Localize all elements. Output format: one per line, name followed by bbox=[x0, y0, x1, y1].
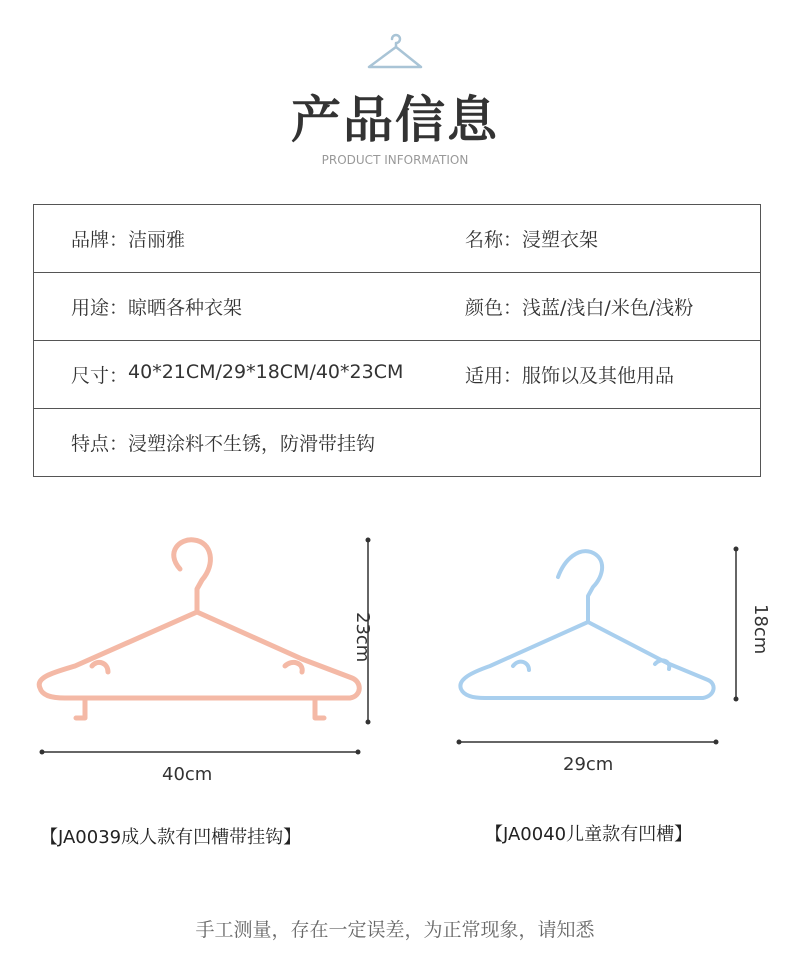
child-height-label: 18cm bbox=[750, 604, 771, 655]
page-title: 产品信息 bbox=[291, 91, 499, 149]
color-value: 浅蓝/浅白/米色/浅粉 bbox=[522, 297, 694, 319]
brand-value: 洁丽雅 bbox=[128, 229, 186, 251]
page-subtitle: PRODUCT INFORMATION bbox=[321, 153, 469, 167]
product-info-table bbox=[33, 204, 761, 477]
name-label: 名称： bbox=[465, 229, 523, 251]
name-value: 浸塑衣架 bbox=[522, 229, 599, 251]
adult-caption: 【JA0039成人款有凹槽带挂钩】 bbox=[40, 827, 302, 848]
feature-label: 特点： bbox=[71, 433, 129, 455]
size-label: 尺寸： bbox=[71, 365, 129, 387]
table-row bbox=[33, 273, 761, 341]
size-value: 40*21CM/29*18CM/40*23CM bbox=[128, 361, 404, 383]
usage-value: 晾晒各种衣架 bbox=[128, 297, 243, 319]
measurement-note: 手工测量，存在一定误差，为正常现象，请知悉 bbox=[195, 919, 595, 941]
adult-width-label: 40cm bbox=[162, 764, 213, 785]
applicable-value: 服饰以及其他用品 bbox=[522, 365, 675, 387]
color-label: 颜色： bbox=[465, 297, 523, 319]
feature-value: 浸塑涂料不生锈，防滑带挂钩 bbox=[128, 433, 376, 455]
brand-label: 品牌： bbox=[71, 229, 129, 251]
adult-height-label: 23cm bbox=[352, 612, 373, 663]
table-row bbox=[33, 409, 761, 477]
table-row bbox=[33, 341, 761, 409]
child-dimension-lines bbox=[454, 544, 744, 749]
hanger-icon bbox=[365, 30, 425, 72]
adult-dimension-lines bbox=[36, 534, 376, 756]
table-row bbox=[33, 205, 761, 273]
usage-label: 用途： bbox=[71, 297, 129, 319]
applicable-label: 适用： bbox=[465, 365, 523, 387]
child-width-label: 29cm bbox=[563, 754, 614, 775]
child-caption: 【JA0040儿童款有凹槽】 bbox=[485, 824, 693, 845]
